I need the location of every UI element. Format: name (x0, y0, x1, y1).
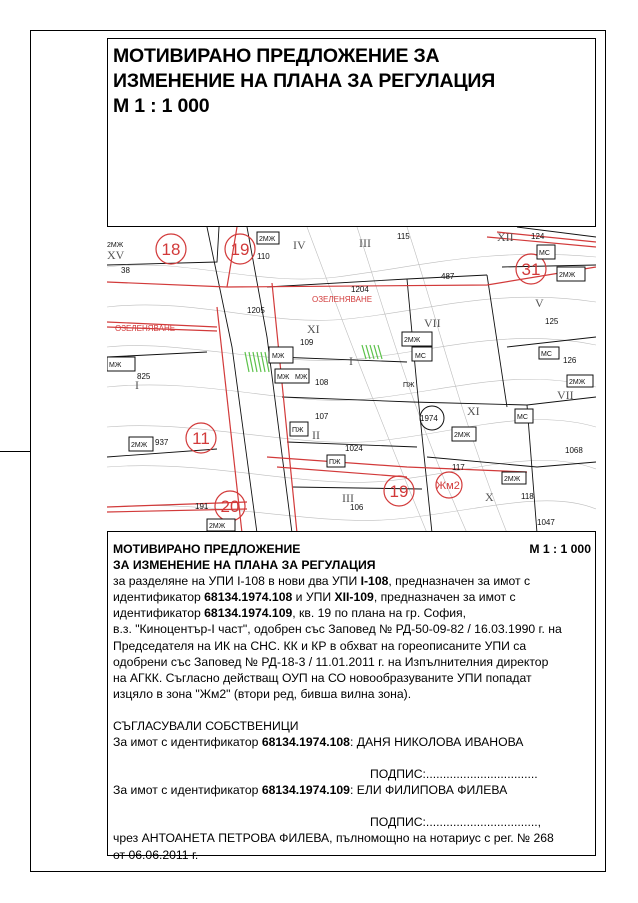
lot-number: 107 (315, 412, 329, 421)
building-label: 2МЖ (559, 272, 576, 279)
building-label: ПЖ (292, 427, 304, 434)
building-label: МЖ (277, 374, 290, 381)
building-label: 2МЖ (131, 442, 148, 449)
roman-label: XV (107, 248, 125, 262)
buildings (107, 232, 593, 531)
building-label: МЖ (109, 362, 122, 369)
owner-line-1: За имот с идентификатор 68134.1974.108: ДАНЯ НИКОЛОВА ИВАНОВА (113, 735, 524, 750)
lot-number: 1204 (351, 285, 369, 294)
roman-label: I (349, 354, 353, 368)
building-label: 2МЖ (404, 337, 421, 344)
roman-label: I (135, 378, 139, 392)
zone-label: Жм2 (436, 480, 460, 492)
roman-label: IV (293, 238, 306, 252)
lot-number: 1974 (420, 414, 438, 423)
lot-number: 108 (315, 378, 329, 387)
building-label: 2МЖ (569, 379, 586, 386)
map-drawing (107, 227, 596, 532)
building-label: МС (517, 414, 528, 421)
lot-number: 124 (531, 232, 545, 241)
caption-heading: МОТИВИРАНО ПРЕДЛОЖЕНИЕ (113, 542, 301, 556)
building-label: МС (415, 353, 426, 360)
block-number: 20 (220, 497, 240, 516)
owners-heading: СЪГЛАСУВАЛИ СОБСТВЕНИЦИ (113, 718, 299, 733)
title-line-2: ИЗМЕНЕНИЕ НА ПЛАНА ЗА РЕГУЛАЦИЯ (113, 70, 496, 92)
building-label: ПЖ (403, 382, 415, 389)
caption-heading-2: ЗА ИЗМЕНЕНИЕ НА ПЛАНА ЗА РЕГУЛАЦИЯ (113, 558, 376, 573)
building-label: МС (539, 250, 550, 257)
caption-line: идентификатор 68134.1974.108 и УПИ ХІІ-109, предназначен за имот с (113, 590, 516, 605)
roman-label: III (359, 236, 371, 250)
caption-line: Председателя на ИК на СНС. КК и КР в обхват на гореописаните УПИ са (113, 638, 527, 653)
lot-number: 125 (545, 317, 559, 326)
roman-label: VII (424, 316, 441, 330)
lot-number: 115 (397, 232, 410, 241)
roman-label: XI (307, 322, 320, 336)
building-label: 2МЖ (107, 242, 124, 249)
title-block (113, 44, 593, 119)
proxy-line-1: чрез АНТОАНЕТА ПЕТРОВА ФИЛЕВА, пълномощно на нотариус с рег. № 268 (113, 831, 554, 846)
lot-number: 487 (441, 272, 455, 281)
building-label: 2МЖ (259, 236, 276, 243)
caption-heading-row (113, 541, 591, 557)
lot-number: 937 (155, 438, 169, 447)
lot-number: 109 (300, 338, 314, 347)
caption-line: идентификатор 68134.1974.109, кв. 19 по плана на гр. София, (113, 606, 467, 621)
lot-number: 126 (563, 356, 577, 365)
roman-label: XI (467, 404, 480, 418)
building-label: ПЖ (329, 459, 341, 466)
lot-number: 1024 (345, 444, 363, 453)
building-label: 2МЖ (454, 432, 471, 439)
roman-label: V (535, 296, 544, 310)
lot-number: 1205 (247, 306, 265, 315)
regulation-map (107, 226, 596, 532)
caption-line: изцяло в зона "Жм2" (втори ред, бивша вилна зона). (113, 686, 412, 701)
roman-label: X (485, 490, 494, 504)
block-number: 18 (161, 240, 181, 259)
proxy-line-2: от 06.06.2011 г. (113, 847, 199, 862)
lot-number: 106 (350, 503, 364, 512)
signature-line-2: ПОДПИС:................................., (370, 815, 542, 830)
caption-line: за разделяне на УПИ І-108 в нови два УПИ І-108, предназначен за имот с (113, 574, 531, 589)
lot-number: 191 (195, 502, 209, 511)
lot-number: 1047 (537, 518, 555, 527)
lot-number: 110 (257, 252, 270, 261)
building-label: МС (541, 351, 552, 358)
building-label: МЖ (272, 353, 285, 360)
owner-line-2: За имот с идентификатор 68134.1974.109: ЕЛИ ФИЛИПОВА ФИЛЕВА (113, 783, 508, 798)
caption-block (113, 541, 591, 863)
lot-number: 118 (521, 492, 534, 501)
block-number: 31 (521, 260, 541, 279)
caption-line: одобрени със Заповед № РД-18-3 / 11.01.2011 г. на Изпълнителния директор (113, 654, 549, 669)
zone-label: ОЗЕЛЕНЯВАНЕ (115, 324, 176, 333)
block-number: 19 (389, 482, 409, 501)
caption-line: на АГКК. Съгласно действащ ОУП на СО новообразуваните УПИ попадат (113, 670, 532, 685)
building-label: 2МЖ (504, 476, 521, 483)
signature-line-1: ПОДПИС:................................. (370, 767, 538, 782)
building-label: МЖ (295, 374, 308, 381)
lot-number: 117 (452, 463, 465, 472)
lot-number: 1068 (565, 446, 583, 455)
title-line-1: МОТИВИРАНО ПРЕДЛОЖЕНИЕ ЗА (113, 45, 440, 67)
roman-label: III (342, 491, 354, 505)
title-scale: М 1 : 1 000 (113, 95, 210, 117)
caption-line: в.з. "Киноцентър-І част", одобрен със Заповед № РД-50-09-82 / 16.03.1990 г. на (113, 622, 562, 637)
lot-number: 825 (137, 372, 151, 381)
building-label: 2МЖ (209, 523, 226, 530)
roman-label: XII (497, 230, 514, 244)
block-number: 19 (230, 240, 250, 259)
zone-label: ОЗЕЛЕНЯВАНЕ (312, 295, 373, 304)
margin-mark (0, 451, 30, 452)
caption-scale: М 1 : 1 000 (529, 542, 591, 556)
lot-number: 38 (121, 266, 130, 275)
roman-label: VII (557, 388, 574, 402)
block-number: 11 (192, 429, 210, 448)
roman-label: II (312, 428, 320, 442)
